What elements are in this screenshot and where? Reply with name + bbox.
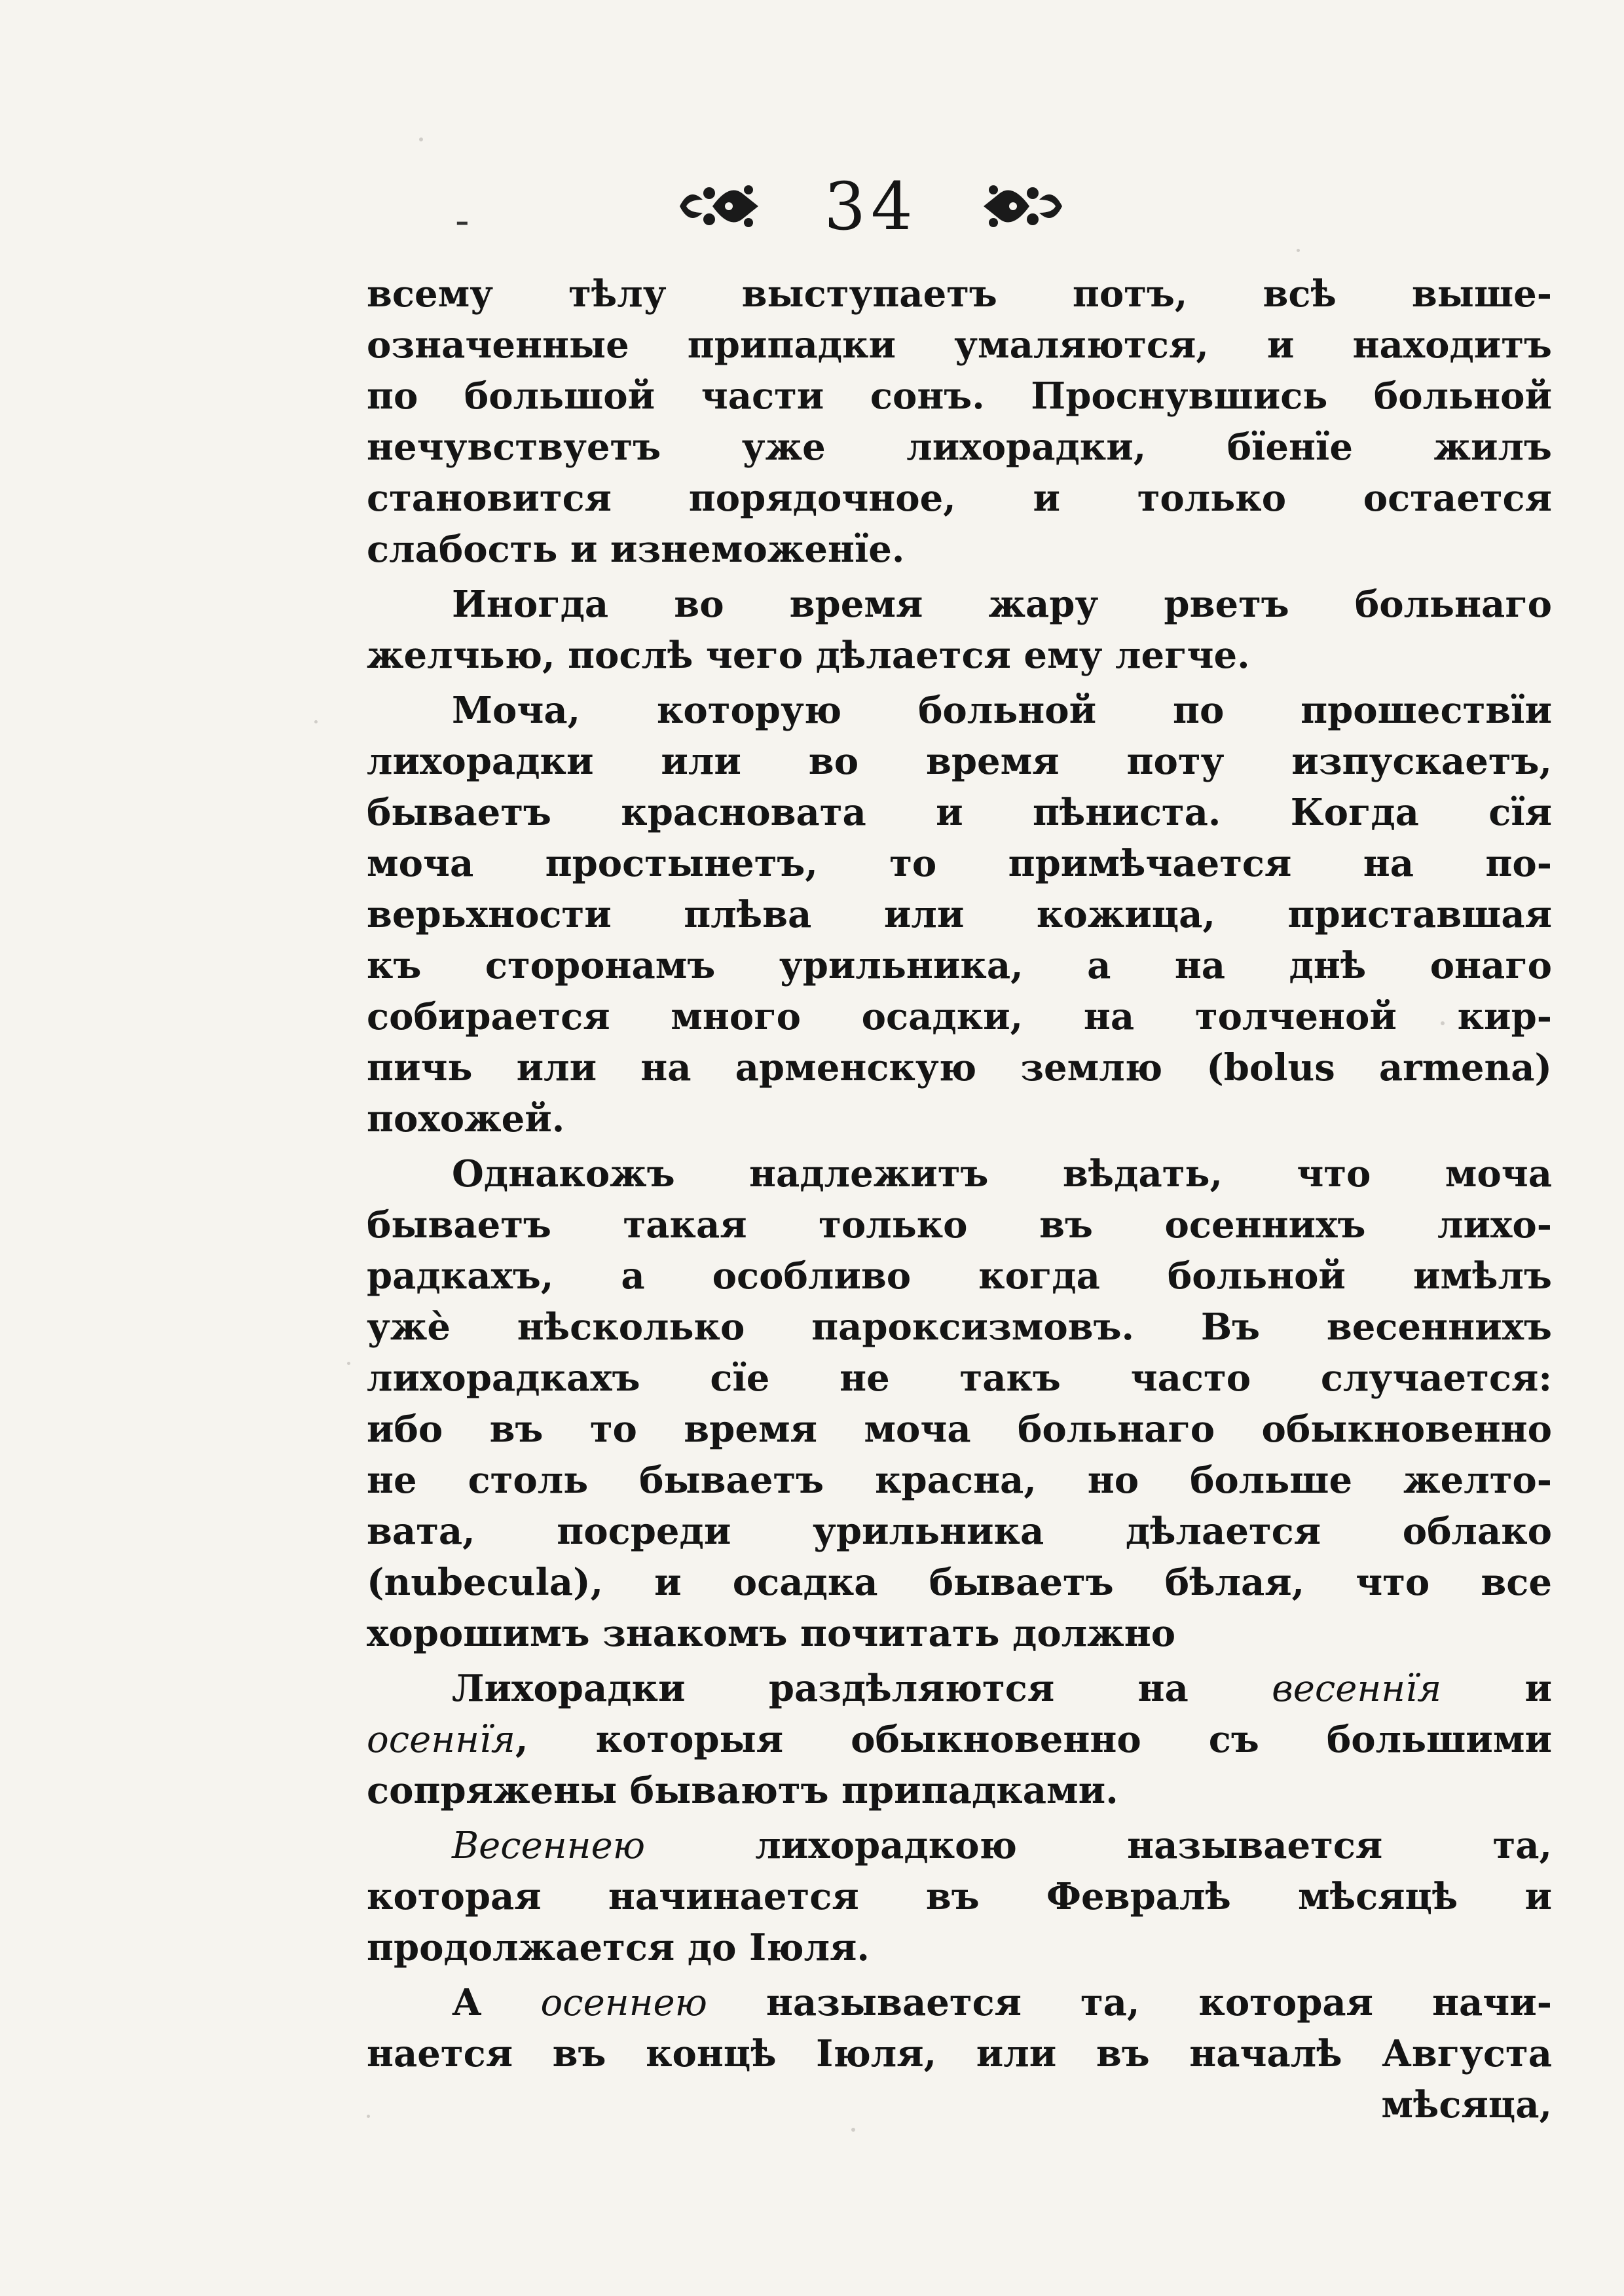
text-line: слабость и изнеможенїе. (367, 528, 905, 571)
text-line: верьхности плѣва или кожица, приставшая (367, 893, 1552, 936)
text-line (367, 1663, 1552, 1714)
text-line: нечувствуетъ уже лихорадки, бїенїе жилъ (367, 426, 1552, 469)
text-line: означенные припадки умаляются, и находитъ (367, 323, 1552, 367)
text-line: бываетъ красновата и пѣниста. Когда сїя (367, 791, 1552, 834)
text-line: ибо въ то время моча больнаго обыкновенно (367, 1408, 1552, 1451)
page-header (380, 157, 1362, 255)
paragraph-fever-types (367, 1663, 1552, 1816)
paragraph-spring-fever (367, 1820, 1552, 1973)
text-line: вата, посреди урильника дѣлается облако (367, 1510, 1552, 1553)
paragraph-continuation (367, 268, 1552, 575)
paragraph-however (367, 1148, 1552, 1659)
text-line: (nubecula), и осадка бываетъ бѣлая, что все (367, 1561, 1552, 1604)
text-line: радкахъ, а особливо когда больной имѣлъ (367, 1254, 1552, 1298)
text-line (367, 1714, 1552, 1765)
paper-speck (347, 1362, 350, 1365)
text-line: по большой части сонъ. Проснувшись больной (367, 374, 1552, 418)
text-line: хорошимъ знакомъ почитать должно (367, 1612, 1176, 1655)
text-line: Моча, которую больной по прошествїи (452, 689, 1552, 732)
catchword: мѣсяца, (1381, 2083, 1552, 2126)
text-line: пичь или на арменскую землю (bolus armena) (367, 1046, 1552, 1089)
right-ornament-icon (977, 177, 1069, 236)
italic-term: весеннїя (1272, 1667, 1442, 1710)
paper-speck (314, 720, 318, 723)
text-line: Однакожъ надлежитъ вѣдать, что моча (452, 1152, 1552, 1195)
text-line: бываетъ такая только въ осеннихъ лихо- (367, 1203, 1552, 1247)
text-line: лихорадки или во время поту изпускаетъ, (367, 740, 1552, 783)
text-line: продолжается до Іюля. (367, 1926, 870, 1969)
italic-term: осеннею (540, 1982, 707, 2024)
header-dash: - (455, 196, 470, 245)
text-line: нается въ концѣ Іюля, или въ началѣ Августа (367, 2032, 1552, 2075)
text-line: къ сторонамъ урильника, а на днѣ онаго (367, 944, 1552, 987)
text-line: всему тѣлу выступаетъ потъ, всѣ выше- (367, 272, 1552, 316)
text-run: называется та, которая начи- (707, 1981, 1552, 2024)
text-line (367, 1977, 1552, 2028)
body-text (367, 268, 1552, 2134)
text-run: Лихорадки раздѣляются на (452, 1667, 1272, 1710)
italic-term: осеннїя (367, 1719, 515, 1761)
text-line: похожей. (367, 1097, 565, 1140)
text-line: которая начинается въ Февралѣ мѣсяцѣ и (367, 1875, 1552, 1918)
paragraph-urine (367, 685, 1552, 1144)
text-run: и (1441, 1667, 1553, 1710)
page-number: 34 (824, 168, 918, 245)
text-run: , которыя обыкновенно съ большими (515, 1718, 1552, 1761)
italic-term: Весеннею (452, 1825, 646, 1867)
text-run: А (452, 1981, 541, 2024)
text-line: ужѐ нѣсколько пароксизмовъ. Въ весеннихъ (367, 1305, 1552, 1349)
text-run: лихорадкою называется та, (645, 1824, 1552, 1867)
paper-speck (419, 137, 423, 141)
text-line: Иногда во время жару рветъ больнаго (452, 583, 1552, 626)
text-line: становится порядочное, и только остается (367, 477, 1552, 520)
text-line (367, 1820, 1552, 1871)
text-line: сопряжены бываютъ припадками. (367, 1769, 1118, 1812)
paragraph-vomiting (367, 579, 1552, 681)
left-ornament-icon (673, 177, 765, 236)
text-line: не столь бываетъ красна, но больше желто- (367, 1459, 1552, 1502)
paragraph-autumn-fever (367, 1977, 1552, 2130)
text-line: собирается много осадки, на толченой кир- (367, 995, 1552, 1038)
text-line: лихорадкахъ сїе не такъ часто случается: (367, 1357, 1552, 1400)
text-line: моча простынетъ, то примѣчается на по- (367, 842, 1552, 885)
text-line: желчью, послѣ чего дѣлается ему легче. (367, 634, 1250, 677)
